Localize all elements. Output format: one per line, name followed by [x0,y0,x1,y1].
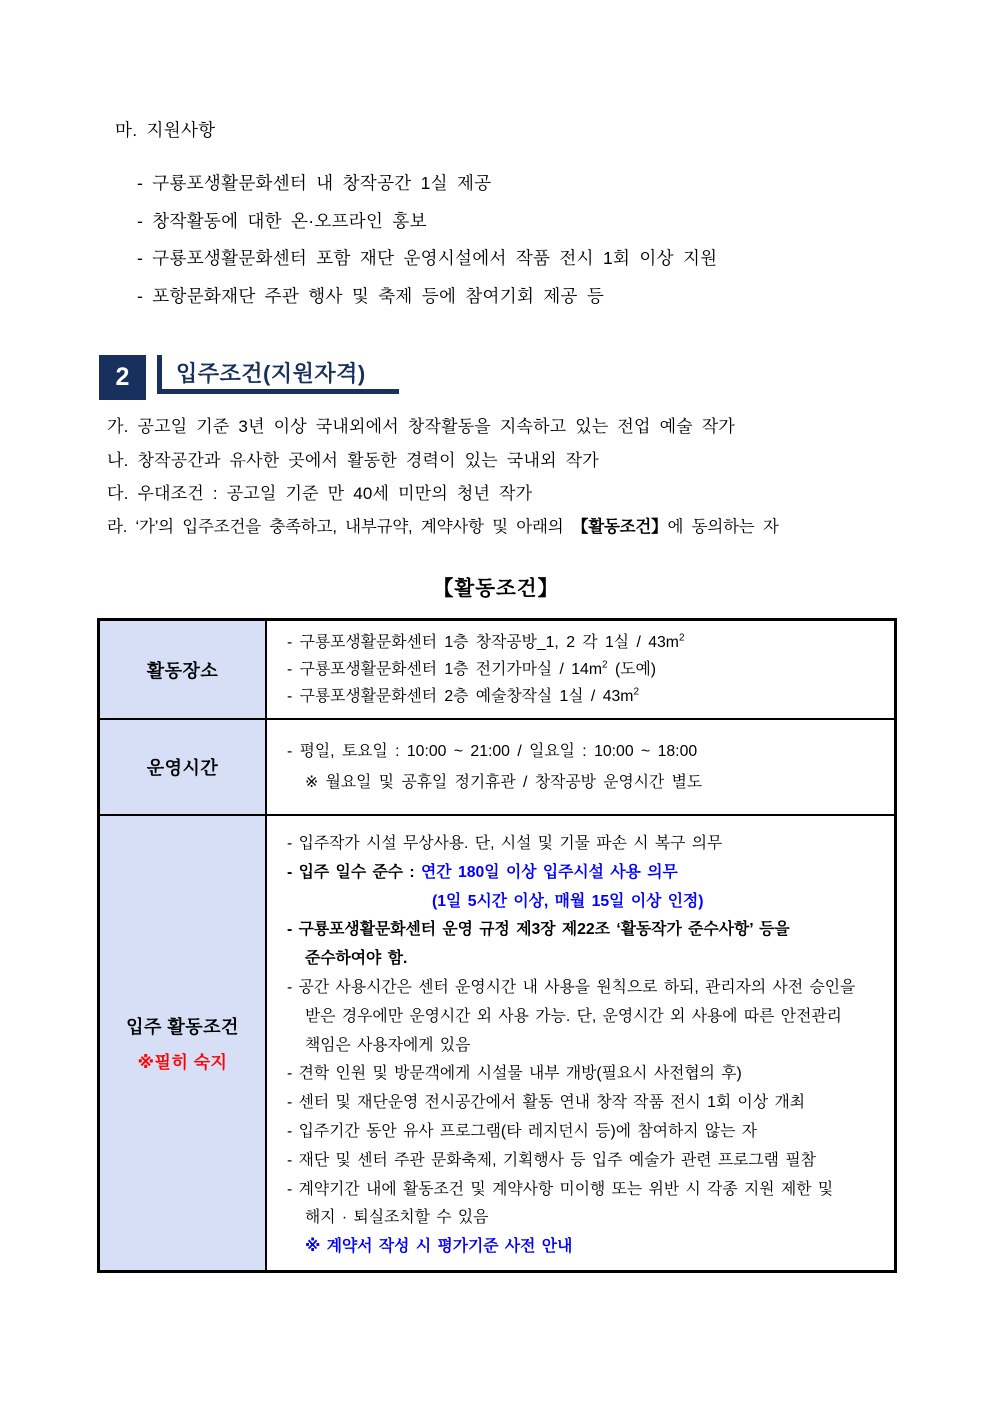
row-header-activity-place: 활동장소 [99,620,267,720]
place-line [287,656,886,683]
support-section [115,117,717,315]
support-item: - 구룡포생활문화센터 포함 재단 운영시설에서 작품 전시 1회 이상 지원 [137,248,718,268]
condition-line: - 견학 인원 및 방문객에게 시설물 내부 개방(필요시 사전협의 후) [287,1065,742,1083]
eligibility-item-ra [107,511,779,545]
condition-line-highlight: (1일 5시간 이상, 매월 15일 이상 인정) [432,892,704,910]
condition-line: - 구룡포생활문화센터 운영 규정 제3장 제22조 ‘활동작가 준수사항’ 등을 [287,921,790,939]
square-meter-superscript: 2 [633,686,640,698]
condition-line: - 센터 및 재단운영 전시공간에서 활동 연내 창작 작품 전시 1회 이상 개최 [287,1094,805,1112]
condition-line: - 재단 및 센터 주관 문화축제, 기획행사 등 입주 예술가 관련 프로그램 필참 [287,1151,816,1169]
eligibility-item-ga: 가. 공고일 기준 3년 이상 국내외에서 창작활동을 지속하고 있는 전업 예술 작가 [107,417,736,436]
place-line [287,683,886,710]
row-content-activity-conditions [266,815,896,1271]
hours-line: - 평일, 토요일 : 10:00 ~ 21:00 / 일요일 : 10:00 ~ 18:00 [287,743,698,760]
section-title-divider [157,355,162,393]
eligibility-item-da: 다. 우대조건 : 공고일 기준 만 40세 미만의 청년 작가 [107,484,533,503]
condition-line-continued: 받은 경우에만 운영시간 외 사용 가능. 단, 운영시간 외 사용에 따른 안전관리 [305,1007,842,1025]
row-header-activity-conditions [99,815,267,1271]
condition-line-continued: 해지 · 퇴실조치할 수 있음 [305,1209,489,1227]
hours-note-line: ※ 월요일 및 공휴일 정기휴관 / 창작공방 운영시간 별도 [305,774,703,791]
eligibility-list [107,410,779,544]
row-content-operating-hours [266,719,896,815]
activity-conditions-label: 입주 활동조건 [126,1016,239,1037]
table-row-activity-place [99,620,896,720]
support-item: - 포항문화재단 주관 행사 및 축제 등에 참여기회 제공 등 [137,285,605,306]
condition-line-highlight: 연간 180일 이상 입주시설 사용 의무 [421,863,678,881]
place-line-text: - 구룡포생활문화센터 1층 전기가마실 / 14m [287,661,603,678]
table-row-activity-conditions [99,815,896,1271]
support-item: - 구룡포생활문화센터 내 창작공간 1실 제공 [137,173,492,193]
condition-line: - 입주작가 시설 무상사용. 단, 시설 및 기물 파손 시 복구 의무 [287,835,723,852]
table-row-operating-hours [99,719,896,815]
section-number-badge: 2 [99,355,146,400]
condition-line: - 공간 사용시간은 센터 운영시간 내 사용을 원칙으로 하되, 관리자의 사전 승인을 [287,978,856,996]
conditions-table [97,618,897,1273]
support-items [137,165,717,315]
condition-line-continued: 책임은 사용자에게 있음 [305,1036,471,1054]
condition-line-highlight: ※ 계약서 작성 시 평가기준 사전 안내 [305,1238,573,1256]
eligibility-item-na: 나. 창작공간과 유사한 곳에서 활동한 경력이 있는 국내외 작가 [107,450,599,470]
square-meter-superscript: 2 [678,632,685,644]
row-header-operating-hours: 운영시간 [99,719,267,815]
condition-line-continued: 준수하여야 함. [305,950,408,968]
eligibility-item-ra-emphasis: 【활동조건】 [571,517,668,536]
place-line-tail: (도예) [607,661,657,678]
eligibility-item-ra-prefix: 라. ‘가’의 입주조건을 충족하고, 내부규약, 계약사항 및 아래의 [107,517,572,536]
conditions-table-title: 【활동조건】 [432,577,560,600]
condition-line: - 입주기간 동안 유사 프로그램(타 레지던시 등)에 참여하지 않는 자 [287,1122,758,1140]
place-line-text: - 구룡포생활문화센터 2층 예술창작실 1실 / 43m [287,688,634,705]
square-meter-superscript: 2 [602,659,608,671]
section-title-underline [157,389,399,394]
condition-line [287,859,886,888]
row-content-activity-place [266,620,896,720]
place-line [287,629,886,656]
must-read-note: ※필히 숙지 [137,1052,228,1072]
eligibility-item-ra-suffix: 에 동의하는 자 [667,517,779,536]
condition-line: - 계약기간 내에 활동조건 및 계약사항 미이행 또는 위반 시 각종 지원 제한 및 [287,1180,834,1198]
support-item: - 창작활동에 대한 온·오프라인 홍보 [137,210,427,231]
support-heading: 마. 지원사항 [115,120,216,140]
condition-line-label: - 입주 일수 준수 : [287,863,422,881]
section-title: 입주조건(지원자격) [176,361,366,386]
place-line-text: - 구룡포생활문화센터 1층 창작공방_1, 2 각 1실 / 43m [287,634,679,651]
